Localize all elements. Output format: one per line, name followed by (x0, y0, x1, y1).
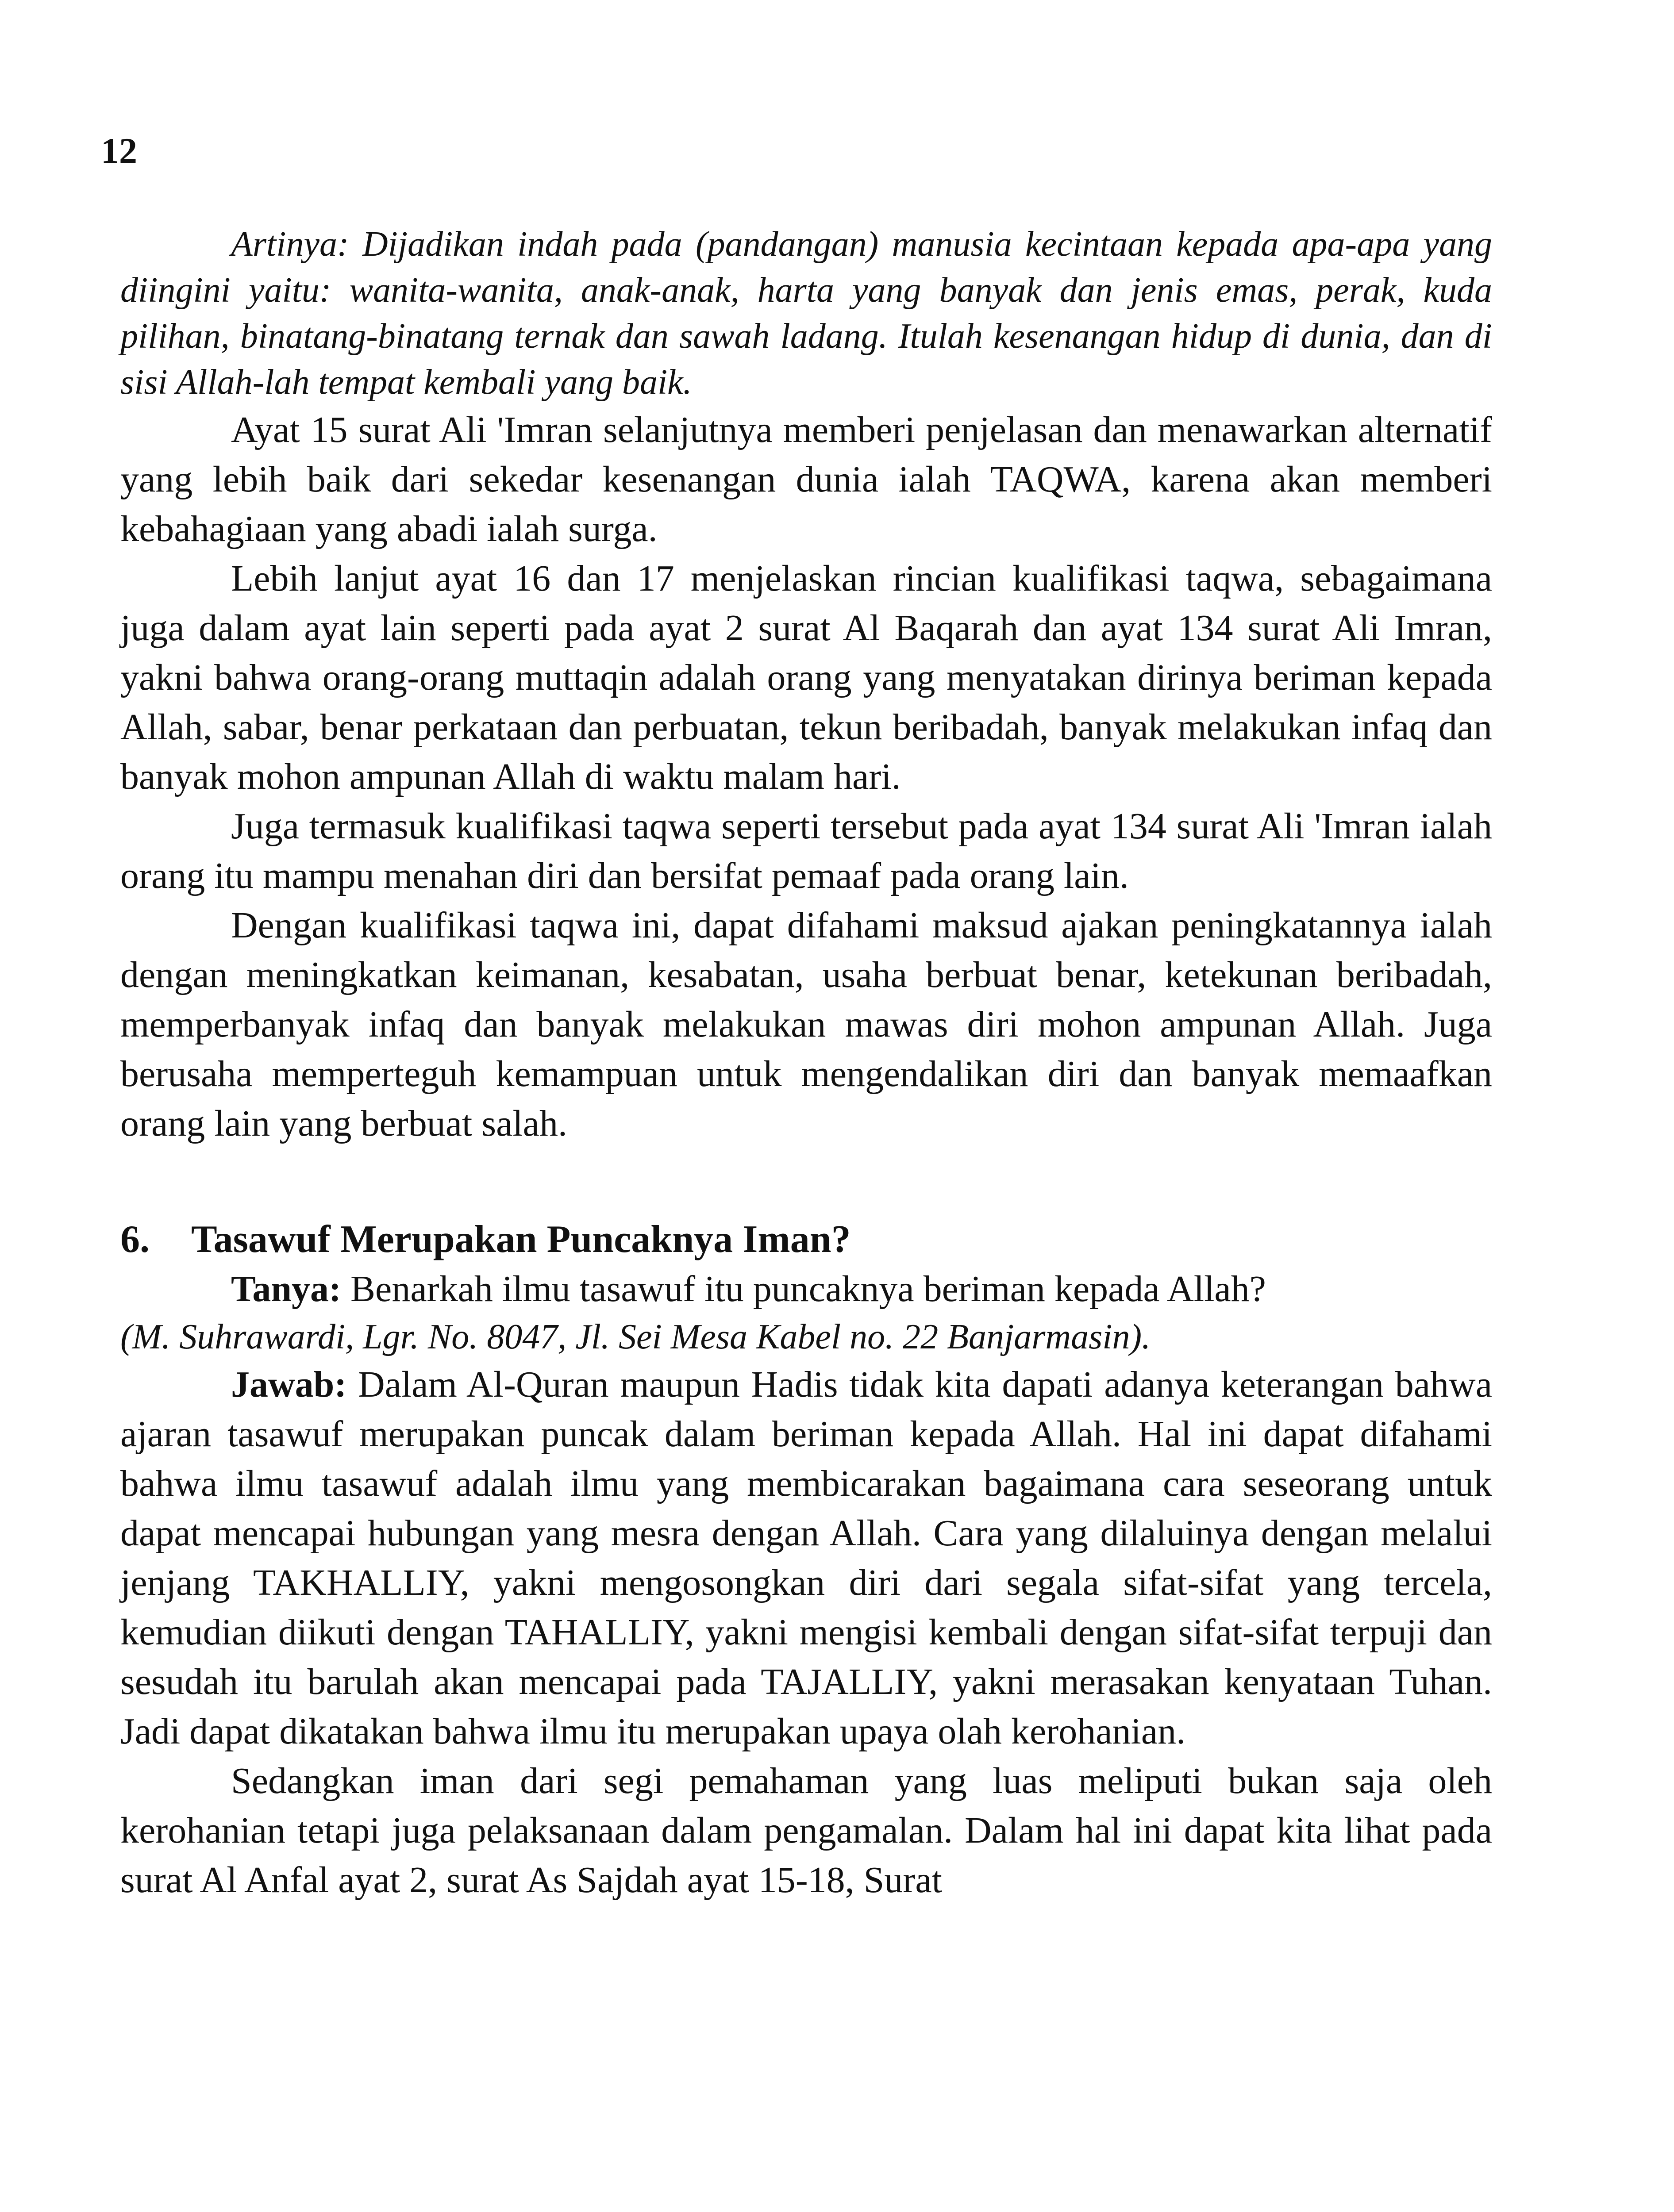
question-label: Tanya: (231, 1268, 342, 1310)
answer-label: Jawab: (231, 1364, 347, 1405)
verse-translation: Artinya: Dijadikan indah pada (pandangan) manusia kecintaan kepada apa-apa yang diingini yaitu: wanita-wanita, anak-anak, harta yang banyak dan jenis emas, perak, kuda pilihan, binatang-binatang ternak dan sawah ladang. Itulah kesenangan hidup di dunia, dan di sisi Allah-lah tempat kembali yang baik. (120, 225, 1492, 402)
page-content (120, 221, 1492, 1905)
answer-text: Dalam Al-Quran maupun Hadis tidak kita dapati adanya keterangan bahwa ajaran tasawuf merupakan puncak dalam beriman kepada Allah. Hal ini dapat difahami bahwa ilmu tasawuf adalah ilmu yang membicarakan bagaimana cara seseorang untuk dapat mencapai hubungan yang mesra dengan Allah. Cara yang dilaluinya dengan melalui jenjang TAKHALLIY, yakni mengosongkan diri dari segala sifat-sifat yang tercela, kemudian diikuti dengan TAHALLIY, yakni mengisi kembali dengan sifat-sifat terpuji dan sesudah itu barulah akan mencapai pada TAJALLIY, yakni merasakan kenyataan Tuhan. Jadi dapat dikatakan bahwa ilmu itu merupakan upaya olah kerohanian. (120, 1364, 1493, 1752)
paragraph-taqwa-qualification: Lebih lanjut ayat 16 dan 17 menjelaskan rincian kualifikasi taqwa, sebagaimana juga dalam ayat lain seperti pada ayat 2 surat Al Baqarah dan ayat 134 surat Ali Imran, yakni bahwa orang-orang muttaqin adalah orang yang menyatakan dirinya beriman kepada Allah, sabar, benar perkataan dan perbuatan, tekun beribadah, banyak melakukan infaq dan banyak mohon ampunan Allah di waktu malam hari. (120, 558, 1492, 797)
section-title: Tasawuf Merupakan Puncaknya Iman? (191, 1218, 851, 1261)
section-number: 6. (120, 1218, 150, 1261)
question-paragraph (120, 1264, 1492, 1314)
page-number: 12 (101, 131, 137, 171)
section-heading (120, 1215, 1492, 1264)
question-text: Benarkah ilmu tasawuf itu puncaknya beriman kepada Allah? (350, 1268, 1266, 1310)
paragraph-taqwa-forgiveness: Juga termasuk kualifikasi taqwa seperti tersebut pada ayat 134 surat Ali 'Imran ialah orang itu mampu menahan diri dan bersifat pemaaf pada orang lain. (120, 806, 1492, 896)
question-citation: (M. Suhrawardi, Lgr. No. 8047, Jl. Sei Mesa Kabel no. 22 Banjarmasin). (120, 1317, 1151, 1356)
answer-paragraph (120, 1360, 1492, 1756)
paragraph-taqwa-alternative: Ayat 15 surat Ali 'Imran selanjutnya memberi penjelasan dan menawarkan alternatif yang lebih baik dari sekedar kesenangan dunia ialah TAQWA, karena akan memberi kebahagiaan yang abadi ialah surga. (120, 409, 1492, 549)
paragraph-taqwa-improvement: Dengan kualifikasi taqwa ini, dapat difahami maksud ajakan peningkatannya ialah dengan meningkatkan keimanan, kesabatan, usaha berbuat benar, ketekunan beribadah, memperbanyak infaq dan banyak melakukan mawas diri mohon ampunan Allah. Juga berusaha memperteguh kemampuan untuk mengendalikan diri dan banyak memaafkan orang lain yang berbuat salah. (120, 905, 1492, 1144)
paragraph-iman-understanding: Sedangkan iman dari segi pemahaman yang luas meliputi bukan saja oleh kerohanian tetapi juga pelaksanaan dalam pengamalan. Dalam hal ini dapat kita lihat pada surat Al Anfal ayat 2, surat As Sajdah ayat 15-18, Surat (120, 1760, 1492, 1901)
